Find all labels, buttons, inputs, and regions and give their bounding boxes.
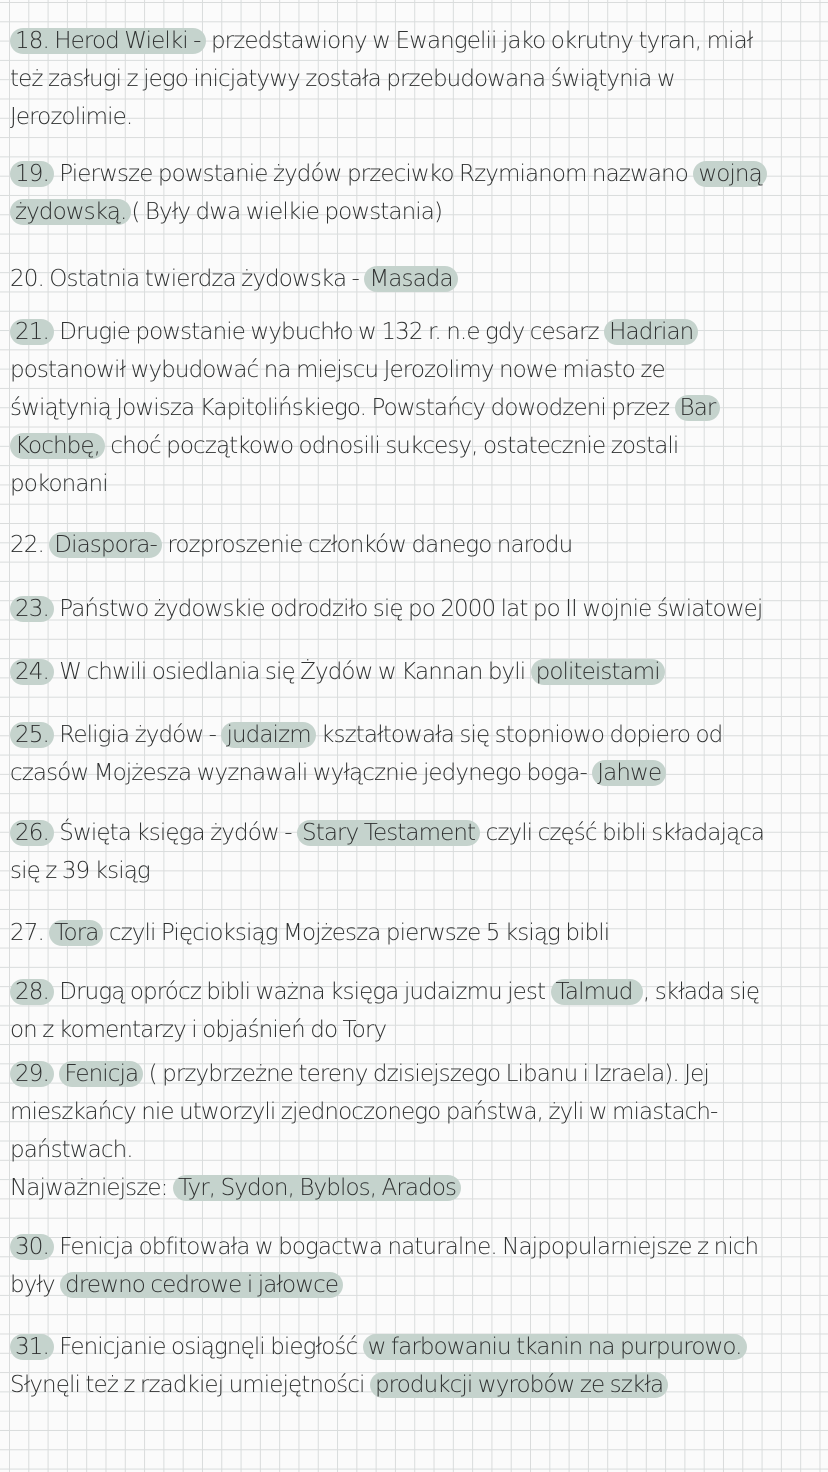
note-line — [10, 973, 826, 1011]
note-line — [10, 193, 826, 231]
note-text: 20. Ostatnia twierdza żydowska - — [10, 266, 365, 292]
note-text: choć początkowo odnosili sukcesy, ostatecznie zostali — [105, 433, 679, 459]
note-text: kształtowała się stopniowo dopiero od — [315, 722, 723, 748]
note-29 — [10, 1055, 826, 1207]
note-line: postanowił wybudować na miejscu Jerozolimy nowe miasto ze — [10, 357, 665, 383]
highlight: 26. — [10, 820, 54, 846]
note-27 — [10, 914, 826, 952]
note-line — [10, 716, 826, 754]
note-line: pokonani — [10, 471, 108, 497]
note-text: czasów Mojżesza wyznawali wyłącznie jedynego boga- — [10, 760, 593, 786]
note-line — [10, 313, 826, 351]
note-line — [10, 389, 826, 427]
note-19 — [10, 155, 826, 231]
note-text: były — [10, 1272, 61, 1298]
highlight: Jahwe — [592, 760, 666, 786]
highlight: Fenicja — [59, 1061, 143, 1087]
note-text: ( przybrzeżne tereny dzisiejszego Libanu i Izraela). Jej — [143, 1061, 709, 1087]
highlight: Stary Testament — [297, 820, 480, 846]
note-text: Pierwsze powstanie żydów przeciwko Rzymianom nazwano — [53, 161, 694, 187]
highlight: 28. — [10, 979, 54, 1005]
note-text: Fenicjanie osiągnęli biegłość — [53, 1334, 363, 1360]
note-line: mieszkańcy nie utworzyli zjednoczonego państwa, żyli w miastach- — [10, 1099, 718, 1125]
note-line — [10, 1366, 826, 1404]
highlight: Tora — [49, 920, 103, 946]
note-line — [10, 1169, 826, 1207]
note-26 — [10, 814, 826, 890]
note-28 — [10, 973, 826, 1049]
note-line — [10, 1328, 826, 1366]
highlight: Masada — [364, 266, 457, 292]
highlight: 31. — [10, 1334, 54, 1360]
note-text: Fenicja obfitowała w bogactwa naturalne. Najpopularniejsze z nich — [53, 1234, 759, 1260]
note-text: Najważniejsze: — [10, 1175, 173, 1201]
note-line: państwach. — [10, 1137, 133, 1163]
note-text: , składa się — [642, 979, 760, 1005]
note-line — [10, 590, 826, 628]
note-text: rozproszenie członków danego narodu — [161, 532, 573, 558]
note-text: W chwili osiedlania się Żydów w Kannan byli — [53, 659, 531, 685]
note-line — [10, 526, 826, 564]
highlight: 24. — [10, 659, 54, 685]
note-text: Święta księga żydów - — [53, 820, 298, 846]
note-line: też zasługi z jego inicjatywy została przebudowana świątynia w — [10, 66, 675, 92]
note-text: Słynęli też z rzadkiej umiejętności — [10, 1372, 370, 1398]
highlight: Tyr, Sydon, Byblos, Arados — [173, 1175, 461, 1201]
highlight: w farbowaniu tkanin na purpurowo. — [363, 1334, 747, 1360]
note-22 — [10, 526, 826, 564]
note-line — [10, 1266, 826, 1304]
highlight: 29. — [10, 1061, 54, 1087]
note-text: Drugie powstanie wybuchło w 132 r. n.e gdy cesarz — [53, 319, 605, 345]
note-18 — [10, 22, 826, 136]
note-23 — [10, 590, 826, 628]
note-line — [10, 22, 826, 60]
note-line: się z 39 ksiąg — [10, 858, 150, 884]
highlight: produkcji wyrobów ze szkła — [370, 1372, 668, 1398]
highlight: 25. — [10, 722, 54, 748]
note-line — [10, 427, 826, 465]
highlight: Talmud — [551, 979, 643, 1005]
note-text: przedstawiony w Ewangelii jako okrutny tyran, miał — [205, 28, 753, 54]
note-24 — [10, 653, 826, 691]
note-line — [10, 1228, 826, 1266]
note-text: świątynią Jowisza Kapitolińskiego. Powstańcy dowodzeni przez — [10, 395, 675, 421]
note-21 — [10, 313, 826, 503]
note-line — [10, 260, 826, 298]
note-line — [10, 155, 826, 193]
highlight: 18. Herod Wielki - — [10, 28, 206, 54]
highlight: 30. — [10, 1234, 54, 1260]
note-30 — [10, 1228, 826, 1304]
note-text: ( Były dwa wielkie powstania) — [131, 199, 443, 225]
note-line: on z komentarzy i objaśnień do Tory — [10, 1017, 387, 1043]
note-line — [10, 814, 826, 852]
highlight: 23. — [10, 596, 54, 622]
note-text: Drugą oprócz bibli ważna księga judaizmu jest — [53, 979, 551, 1005]
highlight: 21. — [10, 319, 54, 345]
highlight: drewno cedrowe i jałowce — [60, 1272, 343, 1298]
note-line — [10, 1055, 826, 1093]
highlight: Bar — [675, 395, 721, 421]
note-line — [10, 754, 826, 792]
note-line: Jerozolimie. — [10, 104, 133, 130]
highlight: żydowską. — [10, 199, 131, 225]
note-text: Państwo żydowskie odrodziło się po 2000 lat po II wojnie światowej — [53, 596, 763, 622]
highlight: 19. — [10, 161, 54, 187]
note-text: czyli część bibli składająca — [480, 820, 765, 846]
note-31 — [10, 1328, 826, 1404]
note-text: 27. — [10, 920, 50, 946]
note-line — [10, 914, 826, 952]
note-text: 22. — [10, 532, 50, 558]
note-text: czyli Pięcioksiąg Mojżesza pierwsze 5 ksiąg bibli — [103, 920, 610, 946]
highlight: politeistami — [531, 659, 665, 685]
note-text: Religia żydów - — [53, 722, 222, 748]
highlight: judaizm — [221, 722, 315, 748]
highlight: Kochbę, — [10, 433, 105, 459]
note-20 — [10, 260, 826, 298]
note-line — [10, 653, 826, 691]
highlight: Diaspora- — [49, 532, 162, 558]
highlight: wojną — [693, 161, 766, 187]
highlight: Hadrian — [604, 319, 698, 345]
note-25 — [10, 716, 826, 792]
